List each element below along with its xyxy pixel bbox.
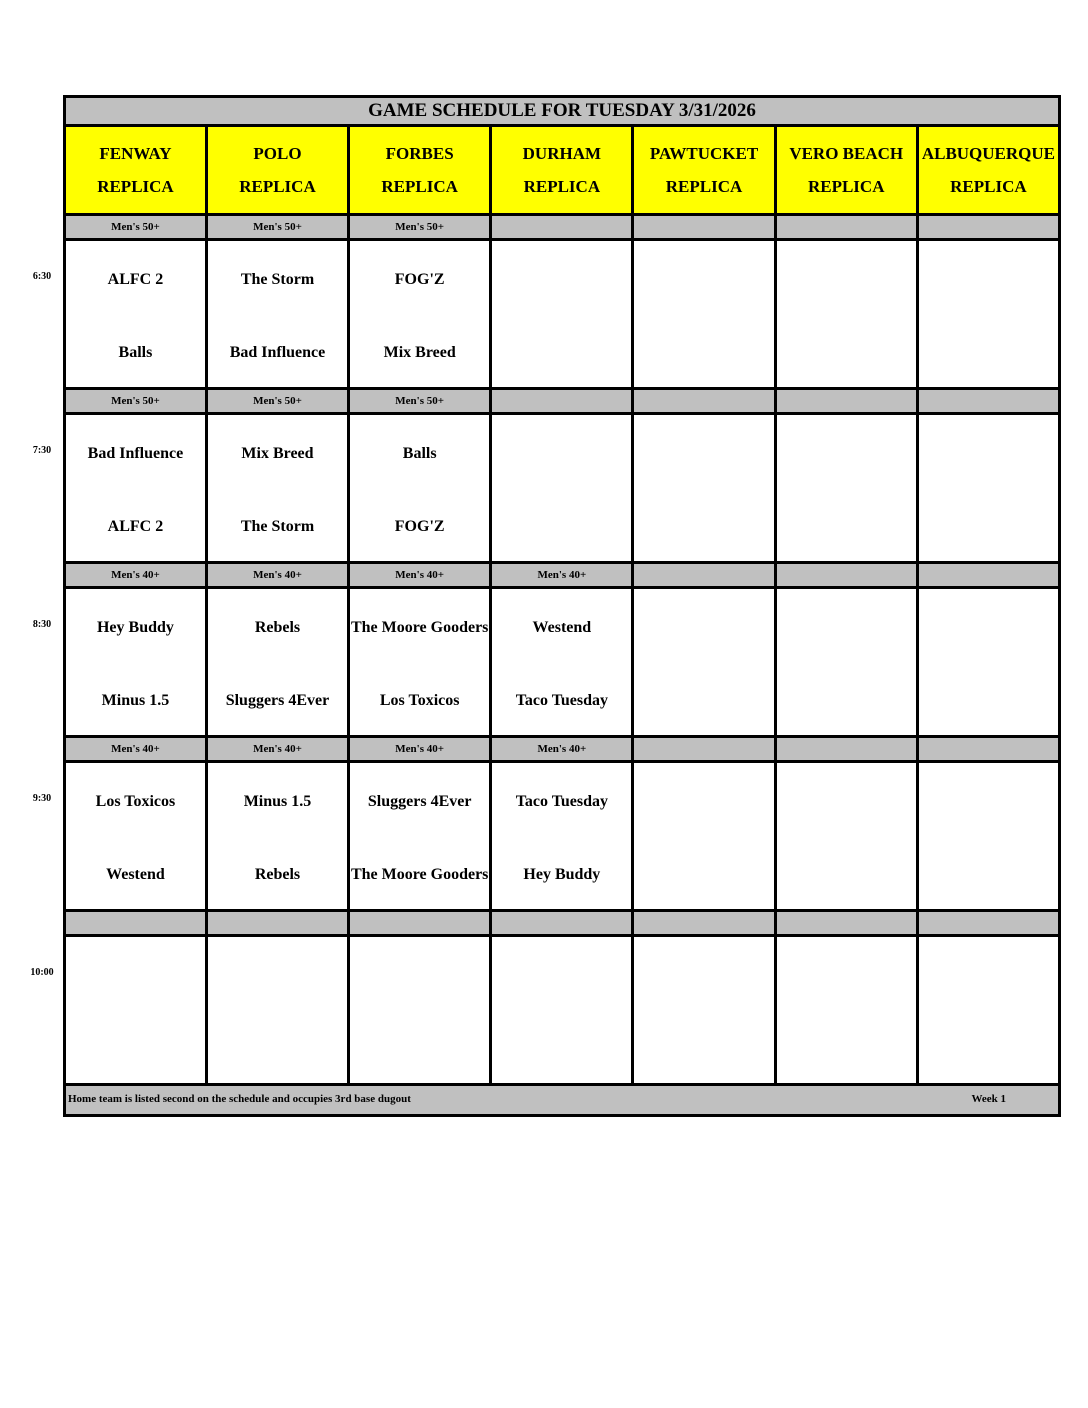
home-team: Balls xyxy=(118,343,153,361)
schedule-table xyxy=(63,95,1061,1117)
away-team xyxy=(777,257,916,301)
division-label: Men's 40+ xyxy=(63,738,208,760)
home-team: Bad Influence xyxy=(229,343,326,361)
home-team: Hey Buddy xyxy=(523,865,601,883)
division-label xyxy=(777,216,919,238)
away-team: Minus 1.5 xyxy=(243,792,312,810)
away-team: ALFC 2 xyxy=(107,270,164,288)
field-name: DURHAM xyxy=(522,144,602,163)
game-slot-row xyxy=(63,763,1061,912)
away-team xyxy=(919,953,1058,997)
game-cell xyxy=(208,763,350,909)
field-name: VERO BEACH xyxy=(789,144,904,163)
division-label: Men's 40+ xyxy=(208,564,350,586)
field-header xyxy=(919,127,1061,213)
division-label xyxy=(492,390,634,412)
division-label xyxy=(492,912,634,934)
home-team xyxy=(919,330,1058,374)
home-team: The Moore Gooders xyxy=(350,865,489,883)
home-team: Taco Tuesday xyxy=(515,691,609,709)
game-cell xyxy=(63,241,208,387)
division-label xyxy=(63,912,208,934)
division-band xyxy=(63,390,1061,415)
away-team: Sluggers 4Ever xyxy=(367,792,472,810)
away-team xyxy=(634,605,773,649)
division-label xyxy=(777,738,919,760)
home-team: Rebels xyxy=(254,865,301,883)
home-team xyxy=(634,1026,773,1070)
home-team xyxy=(777,1026,916,1070)
field-type: REPLICA xyxy=(523,177,601,196)
field-name: ALBUQUERQUE xyxy=(921,144,1056,163)
home-team xyxy=(492,330,631,374)
division-label xyxy=(634,738,776,760)
away-team xyxy=(919,779,1058,823)
time-label: 9:30 xyxy=(32,793,52,804)
division-label xyxy=(634,912,776,934)
field-header xyxy=(634,127,776,213)
home-team xyxy=(208,1026,347,1070)
field-header-row xyxy=(63,127,1061,216)
game-cell xyxy=(350,589,492,735)
game-cell xyxy=(919,241,1061,387)
away-team xyxy=(919,257,1058,301)
home-team: Los Toxicos xyxy=(379,691,460,709)
field-type: REPLICA xyxy=(950,177,1027,196)
home-team xyxy=(350,1026,489,1070)
game-cell xyxy=(63,937,208,1083)
away-team xyxy=(492,257,631,301)
home-team xyxy=(634,504,773,548)
division-band xyxy=(63,564,1061,589)
game-cell xyxy=(777,589,919,735)
home-team: Westend xyxy=(106,865,165,883)
game-cell xyxy=(350,241,492,387)
game-slot-row xyxy=(63,415,1061,564)
field-type: REPLICA xyxy=(239,177,316,196)
away-team xyxy=(919,605,1058,649)
away-team: Taco Tuesday xyxy=(515,792,609,810)
division-label xyxy=(777,390,919,412)
away-team: Mix Breed xyxy=(241,444,314,462)
time-label: 6:30 xyxy=(32,271,52,282)
game-cell xyxy=(208,415,350,561)
home-team xyxy=(777,330,916,374)
home-team xyxy=(919,852,1058,896)
division-label: Men's 50+ xyxy=(350,216,492,238)
time-label: 10:00 xyxy=(30,967,54,978)
game-slot-row xyxy=(63,241,1061,390)
division-label: Men's 50+ xyxy=(208,390,350,412)
away-team: Rebels xyxy=(254,618,301,636)
time-label: 8:30 xyxy=(32,619,52,630)
game-cell xyxy=(634,763,776,909)
game-cell xyxy=(208,241,350,387)
field-type: REPLICA xyxy=(97,177,174,196)
division-label xyxy=(634,390,776,412)
away-team: FOG'Z xyxy=(394,270,445,288)
field-name: POLO xyxy=(253,144,302,163)
field-header xyxy=(777,127,919,213)
division-label xyxy=(492,216,634,238)
home-team: FOG'Z xyxy=(394,517,445,535)
home-team: ALFC 2 xyxy=(107,517,164,535)
away-team xyxy=(350,953,489,997)
home-team xyxy=(777,678,916,722)
game-cell xyxy=(919,763,1061,909)
time-label: 7:30 xyxy=(32,445,52,456)
game-cell xyxy=(492,763,634,909)
game-cell xyxy=(777,241,919,387)
home-team xyxy=(634,852,773,896)
field-header xyxy=(208,127,350,213)
division-label xyxy=(919,738,1061,760)
game-cell xyxy=(63,763,208,909)
away-team: The Storm xyxy=(240,270,315,288)
division-label xyxy=(777,912,919,934)
field-name: FORBES xyxy=(385,144,454,163)
division-label: Men's 40+ xyxy=(350,738,492,760)
division-band xyxy=(63,912,1061,937)
week-label: Week 1 xyxy=(971,1093,1006,1105)
away-team xyxy=(634,953,773,997)
away-team xyxy=(777,605,916,649)
away-team: Balls xyxy=(402,444,437,462)
footer-bar xyxy=(63,1086,1061,1117)
game-cell xyxy=(777,763,919,909)
division-label xyxy=(634,216,776,238)
field-type: REPLICA xyxy=(807,177,885,196)
division-band xyxy=(63,738,1061,763)
game-cell xyxy=(208,937,350,1083)
away-team xyxy=(492,431,631,475)
division-label xyxy=(919,390,1061,412)
home-team xyxy=(492,504,631,548)
division-label xyxy=(634,564,776,586)
game-cell xyxy=(634,415,776,561)
field-header xyxy=(492,127,634,213)
field-type: REPLICA xyxy=(381,177,458,196)
division-label xyxy=(350,912,492,934)
away-team xyxy=(634,779,773,823)
game-cell xyxy=(208,589,350,735)
game-cell xyxy=(350,415,492,561)
game-slot-row xyxy=(63,589,1061,738)
field-header xyxy=(63,127,208,213)
away-team xyxy=(777,953,916,997)
game-cell xyxy=(919,415,1061,561)
away-team xyxy=(919,431,1058,475)
home-team xyxy=(66,1026,205,1070)
time-slots xyxy=(63,216,1061,1086)
game-cell xyxy=(350,937,492,1083)
division-band xyxy=(63,216,1061,241)
division-label: Men's 40+ xyxy=(63,564,208,586)
away-team xyxy=(777,779,916,823)
away-team: The Moore Gooders xyxy=(350,618,489,636)
division-label xyxy=(777,564,919,586)
division-label: Men's 50+ xyxy=(63,390,208,412)
footer-note: Home team is listed second on the schedule and occupies 3rd base dugout xyxy=(68,1093,411,1105)
division-label: Men's 50+ xyxy=(350,390,492,412)
game-cell xyxy=(634,589,776,735)
division-label xyxy=(208,912,350,934)
division-label xyxy=(919,912,1061,934)
home-team: Minus 1.5 xyxy=(101,691,170,709)
home-team xyxy=(919,678,1058,722)
home-team xyxy=(919,504,1058,548)
away-team xyxy=(208,953,347,997)
away-team: Hey Buddy xyxy=(96,618,174,636)
away-team: Westend xyxy=(532,618,592,636)
division-label: Men's 40+ xyxy=(492,564,634,586)
home-team: Mix Breed xyxy=(383,343,456,361)
game-cell xyxy=(919,937,1061,1083)
division-label: Men's 50+ xyxy=(208,216,350,238)
game-cell xyxy=(492,589,634,735)
away-team xyxy=(66,953,205,997)
game-cell xyxy=(634,937,776,1083)
away-team: Los Toxicos xyxy=(95,792,176,810)
game-cell xyxy=(777,415,919,561)
game-cell xyxy=(634,241,776,387)
game-cell xyxy=(777,937,919,1083)
division-label: Men's 50+ xyxy=(63,216,208,238)
home-team xyxy=(492,1026,631,1070)
division-label: Men's 40+ xyxy=(350,564,492,586)
home-team xyxy=(777,852,916,896)
home-team xyxy=(634,330,773,374)
division-label: Men's 40+ xyxy=(492,738,634,760)
game-cell xyxy=(919,589,1061,735)
game-slot-row xyxy=(63,937,1061,1086)
game-cell xyxy=(492,415,634,561)
home-team: The Storm xyxy=(240,517,315,535)
field-type: REPLICA xyxy=(665,177,743,196)
away-team xyxy=(634,431,773,475)
away-team xyxy=(634,257,773,301)
field-name: PAWTUCKET xyxy=(649,144,759,163)
home-team xyxy=(919,1026,1058,1070)
game-cell xyxy=(350,763,492,909)
game-cell xyxy=(63,415,208,561)
division-label xyxy=(919,564,1061,586)
field-name: FENWAY xyxy=(99,144,172,163)
home-team: Sluggers 4Ever xyxy=(225,691,330,709)
field-header xyxy=(350,127,492,213)
away-team xyxy=(777,431,916,475)
division-label xyxy=(919,216,1061,238)
home-team xyxy=(777,504,916,548)
game-cell xyxy=(492,241,634,387)
away-team xyxy=(492,953,631,997)
division-label: Men's 40+ xyxy=(208,738,350,760)
game-cell xyxy=(492,937,634,1083)
schedule-title: GAME SCHEDULE FOR TUESDAY 3/31/2026 xyxy=(63,95,1061,127)
home-team xyxy=(634,678,773,722)
game-cell xyxy=(63,589,208,735)
away-team: Bad Influence xyxy=(87,444,184,462)
